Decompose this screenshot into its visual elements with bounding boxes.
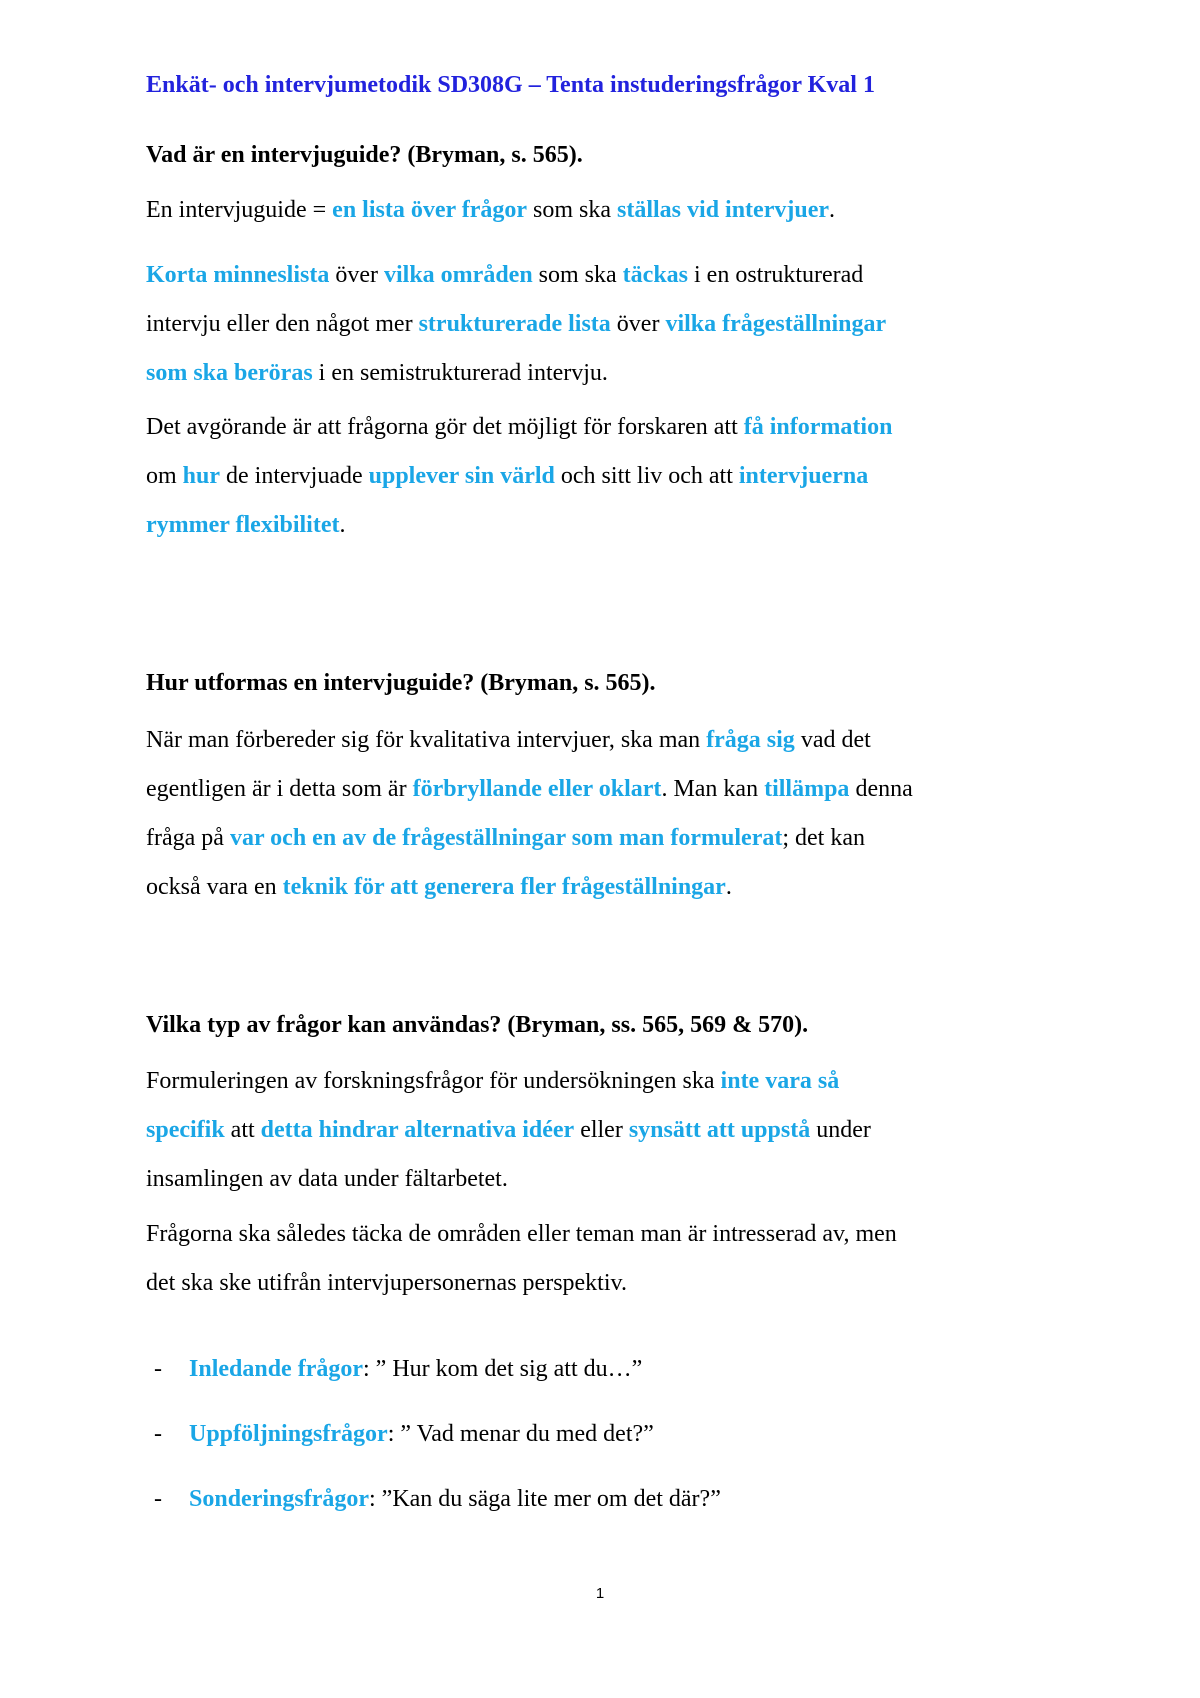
- highlight-text: förbryllande eller oklart: [412, 776, 662, 802]
- text-line: [146, 501, 1076, 550]
- text-run: om: [146, 463, 183, 489]
- list-dash: -: [154, 1356, 162, 1382]
- paragraph-2-1: [146, 716, 1076, 912]
- highlight-text: specifik: [146, 1117, 225, 1143]
- highlight-text: detta hindrar alternativa idéer: [260, 1117, 575, 1143]
- paragraph-3-1: [146, 1057, 1076, 1204]
- text-run: egentligen är i detta som är: [146, 776, 413, 802]
- text-line: [146, 1057, 1076, 1106]
- text-line: det ska ske utifrån intervjupersonernas perspektiv.: [146, 1270, 627, 1296]
- text-run: de intervjuade: [220, 463, 369, 489]
- highlight-text: ställas vid intervjuer: [617, 197, 829, 223]
- text-run: i en semistrukturerad intervju.: [312, 360, 608, 386]
- text-line: [146, 814, 1076, 863]
- text-line: [146, 186, 1076, 235]
- text-run: som ska: [527, 197, 618, 223]
- text-run: .: [339, 512, 346, 538]
- highlight-text: Uppföljningsfrågor: [189, 1421, 388, 1447]
- text-line: [146, 1155, 1076, 1204]
- text-run: . Man kan: [661, 776, 765, 802]
- highlight-text: intervjuerna: [738, 463, 869, 489]
- text-run: i en ostrukturerad: [688, 262, 864, 288]
- section-heading-3: Vilka typ av frågor kan användas? (Bryman, ss. 565, 569 & 570).: [146, 1012, 809, 1038]
- text-line: [146, 1106, 1076, 1155]
- highlight-text: tillämpa: [764, 776, 850, 802]
- page-number: 1: [595, 1585, 605, 1602]
- document-title: Enkät- och intervjumetodik SD308G – Tenta instuderingsfrågor Kval 1: [146, 72, 875, 98]
- highlight-text: synsätt att uppstå: [628, 1117, 811, 1143]
- text-line: [146, 300, 1076, 349]
- text-run: : ” Hur kom det sig att du…”: [363, 1356, 643, 1382]
- text-run: eller: [574, 1117, 629, 1143]
- text-run: denna: [849, 776, 913, 802]
- highlight-text: fråga sig: [706, 727, 795, 753]
- highlight-text: Korta minneslista: [146, 262, 330, 288]
- text-run: Formuleringen av forskningsfrågor för undersökningen ska: [146, 1068, 721, 1094]
- highlight-text: Sonderingsfrågor: [189, 1486, 369, 1512]
- text-run: intervju eller den något mer: [146, 311, 419, 337]
- text-run: När man förbereder sig för kvalitativa intervjuer, ska man: [146, 727, 707, 753]
- text-run: vad det: [794, 727, 871, 753]
- text-run: ; det kan: [782, 825, 865, 851]
- text-run: Det avgörande är att frågorna gör det möjligt för forskaren att: [146, 414, 744, 440]
- text-run: .: [829, 197, 835, 223]
- text-run: också vara en: [146, 874, 283, 900]
- paragraph-1-2: [146, 251, 1076, 398]
- highlight-text: som ska beröras: [146, 360, 313, 386]
- highlight-text: upplever sin värld: [368, 463, 555, 489]
- text-line: [146, 716, 1076, 765]
- paragraph-1-3: [146, 403, 1076, 550]
- list-item: [146, 1421, 654, 1448]
- text-run: : ”Kan du säga lite mer om det där?”: [369, 1486, 721, 1512]
- text-run: under: [810, 1117, 871, 1143]
- highlight-text: en lista över frågor: [332, 197, 528, 223]
- text-run: och sitt liv och att: [554, 463, 739, 489]
- text-line: [146, 403, 1076, 452]
- highlight-text: få information: [743, 414, 893, 440]
- text-run: fråga på: [146, 825, 230, 851]
- text-run: .: [725, 874, 732, 900]
- highlight-text: Inledande frågor: [189, 1356, 363, 1382]
- highlight-text: vilka frågeställningar: [665, 311, 887, 337]
- text-run: över: [329, 262, 384, 288]
- highlight-text: vilka områden: [383, 262, 533, 288]
- section-heading-1: Vad är en intervjuguide? (Bryman, s. 565).: [146, 142, 583, 168]
- highlight-text: strukturerade lista: [418, 311, 611, 337]
- list-item: [146, 1356, 642, 1383]
- text-run: : ” Vad menar du med det?”: [387, 1421, 654, 1447]
- highlight-text: rymmer flexibilitet: [146, 512, 340, 538]
- text-run: En intervjuguide =: [146, 197, 333, 223]
- paragraph-3-2: [146, 1210, 1076, 1308]
- highlight-text: var och en av de frågeställningar som man formulerat: [229, 825, 783, 851]
- text-run: som ska: [532, 262, 623, 288]
- highlight-text: täckas: [622, 262, 689, 288]
- highlight-text: hur: [182, 463, 221, 489]
- text-line: [146, 765, 1076, 814]
- list-item: [146, 1486, 721, 1513]
- list-dash: -: [154, 1421, 162, 1447]
- document-page: [146, 0, 1076, 1698]
- text-line: Frågorna ska således täcka de områden eller teman man är intresserad av, men: [146, 1221, 897, 1247]
- list-dash: -: [154, 1486, 162, 1512]
- text-line: [146, 349, 1076, 398]
- text-run: över: [610, 311, 666, 337]
- text-line: [146, 251, 1076, 300]
- paragraph-1-1: [146, 186, 1076, 235]
- text-run: att: [224, 1117, 261, 1143]
- highlight-text: inte vara så: [720, 1068, 840, 1094]
- text-line: [146, 863, 1076, 912]
- text-line: [146, 452, 1076, 501]
- section-heading-2: Hur utformas en intervjuguide? (Bryman, s. 565).: [146, 670, 656, 696]
- text-run: insamlingen av data under fältarbetet.: [146, 1166, 508, 1192]
- highlight-text: teknik för att generera fler frågeställningar: [282, 874, 726, 900]
